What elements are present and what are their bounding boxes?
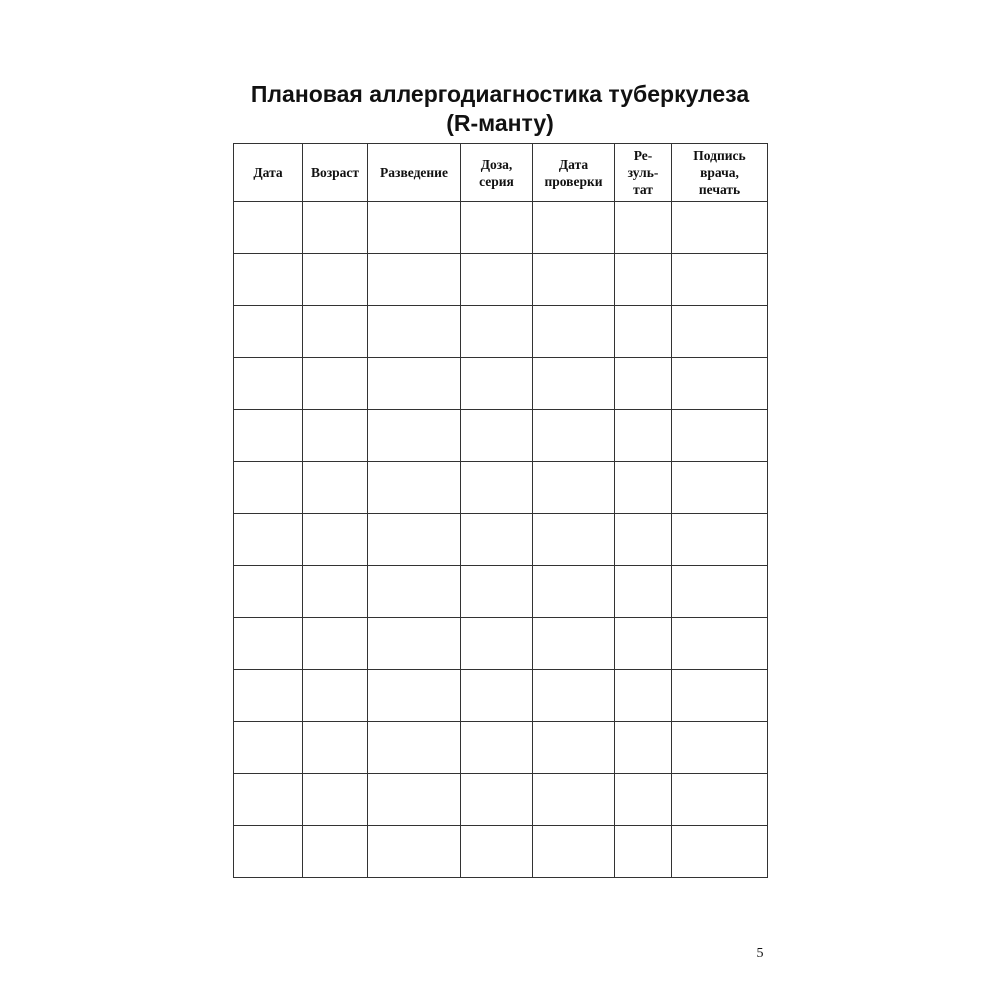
table-cell [234, 618, 303, 670]
table-cell [533, 358, 615, 410]
table-cell [461, 826, 533, 878]
page-subtitle: (R-манту) [446, 110, 554, 136]
page-number: 5 [756, 946, 764, 961]
table-cell [672, 826, 768, 878]
table-cell [303, 618, 368, 670]
table-cell [672, 566, 768, 618]
table-cell [615, 826, 672, 878]
table-cell [234, 306, 303, 358]
table-row [234, 618, 768, 670]
table-cell [461, 462, 533, 514]
table-cell [672, 358, 768, 410]
table-row [234, 462, 768, 514]
table-cell [234, 670, 303, 722]
table-row [234, 306, 768, 358]
table-cell [368, 202, 461, 254]
table-cell [234, 462, 303, 514]
table-cell [368, 462, 461, 514]
table-cell [461, 722, 533, 774]
table-cell [615, 462, 672, 514]
table-cell [368, 826, 461, 878]
table-cell [615, 514, 672, 566]
table-cell [672, 202, 768, 254]
table-cell [234, 202, 303, 254]
table-cell [672, 410, 768, 462]
table-row [234, 722, 768, 774]
table-cell [533, 826, 615, 878]
header-check-date: Дата проверки [533, 144, 615, 202]
table-cell [368, 774, 461, 826]
table-cell [615, 410, 672, 462]
table-cell [303, 514, 368, 566]
table-cell [672, 774, 768, 826]
table-cell [303, 358, 368, 410]
allergy-diagnostics-table [233, 143, 768, 878]
table-cell [672, 254, 768, 306]
table-cell [234, 410, 303, 462]
table-cell [615, 670, 672, 722]
header-doctor-signature: Подпись врача, печать [672, 144, 768, 202]
table-cell [368, 670, 461, 722]
table-cell [615, 722, 672, 774]
table-cell [533, 566, 615, 618]
table-cell [461, 410, 533, 462]
table-cell [368, 410, 461, 462]
table-cell [461, 254, 533, 306]
table-body [234, 202, 768, 878]
table-row [234, 566, 768, 618]
table-cell [368, 566, 461, 618]
table-row [234, 254, 768, 306]
table-cell [615, 774, 672, 826]
header-date: Дата [234, 144, 303, 202]
table-cell [303, 774, 368, 826]
table-cell [234, 774, 303, 826]
table-cell [461, 670, 533, 722]
table-cell [368, 722, 461, 774]
header-dose-series: Доза, серия [461, 144, 533, 202]
table-row [234, 514, 768, 566]
table-cell [461, 618, 533, 670]
table-cell [234, 514, 303, 566]
table-cell [533, 514, 615, 566]
table-cell [303, 254, 368, 306]
table-cell [615, 254, 672, 306]
table-cell [672, 306, 768, 358]
table-row [234, 826, 768, 878]
table-cell [303, 202, 368, 254]
table-row [234, 358, 768, 410]
table-cell [533, 202, 615, 254]
table-cell [615, 358, 672, 410]
header-dilution: Разведение [368, 144, 461, 202]
table-cell [234, 566, 303, 618]
table-row [234, 774, 768, 826]
table-cell [303, 410, 368, 462]
table-cell [672, 514, 768, 566]
table-cell [234, 358, 303, 410]
table-cell [303, 722, 368, 774]
table-cell [533, 618, 615, 670]
table-cell [533, 722, 615, 774]
table-cell [368, 358, 461, 410]
table-cell [615, 306, 672, 358]
table-cell [533, 670, 615, 722]
table-cell [533, 462, 615, 514]
table-cell [303, 566, 368, 618]
table-cell [303, 462, 368, 514]
header-age: Возраст [303, 144, 368, 202]
table-cell [461, 566, 533, 618]
table-row [234, 670, 768, 722]
table-cell [533, 254, 615, 306]
table-cell [234, 722, 303, 774]
table-cell [461, 514, 533, 566]
table-cell [615, 202, 672, 254]
table-header-row [234, 144, 768, 202]
table-cell [368, 306, 461, 358]
table-cell [234, 254, 303, 306]
table-row [234, 410, 768, 462]
table-cell [461, 306, 533, 358]
table-cell [368, 514, 461, 566]
table-cell [533, 306, 615, 358]
table-cell [615, 566, 672, 618]
table-row [234, 202, 768, 254]
table-cell [461, 202, 533, 254]
table-cell [368, 254, 461, 306]
table-cell [303, 670, 368, 722]
header-result: Ре- зуль- тат [615, 144, 672, 202]
table-cell [615, 618, 672, 670]
table-cell [234, 826, 303, 878]
table-cell [461, 358, 533, 410]
table-cell [533, 774, 615, 826]
table-cell [303, 306, 368, 358]
table-cell [672, 670, 768, 722]
table-cell [672, 722, 768, 774]
table-cell [461, 774, 533, 826]
table-cell [368, 618, 461, 670]
table-cell [672, 618, 768, 670]
table-cell [533, 410, 615, 462]
page-title: Плановая аллергодиагностика туберкулеза [250, 81, 750, 107]
table-cell [303, 826, 368, 878]
table-cell [672, 462, 768, 514]
